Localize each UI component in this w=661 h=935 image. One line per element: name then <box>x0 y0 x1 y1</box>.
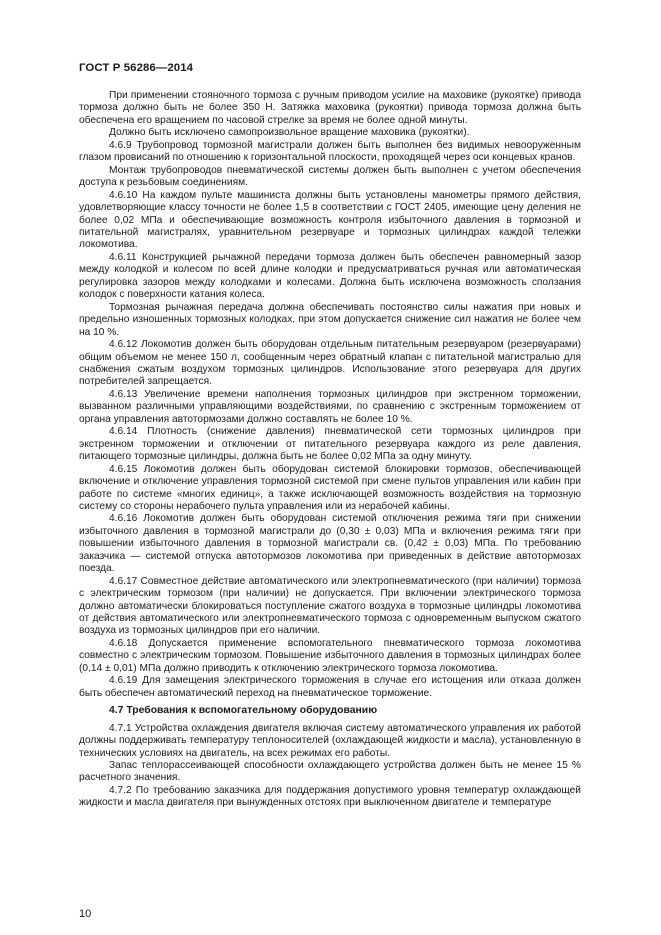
paragraph-4-6-16: 4.6.16 Локомотив должен быть оборудован системой отключения режима тяги при снижении избыточного давления в тормозной магистрали до (0,30 ± 0,03) МПа и включения режима тяги при повышении избыточного давления в тормозной магистрали св. (0,42 ± 0,03) МПа. По требованию заказчика — системой отпуска автотормозов локомотива при приведенных в действие автотормозах поезда. <box>79 513 581 575</box>
standard-header: ГОСТ Р 56286—2014 <box>79 62 194 74</box>
paragraph-4-6-10: 4.6.10 На каждом пульте машиниста должны быть установлены манометры прямого действия, удовлетворяющие классу точности не более 1,5 в соответствии с ГОСТ 2405, имеющие цену деления не более 0,02 МПа и обеспечивающие возможность контроля избыточного давления в тормозной и питательной магистралях, уравнительном резервуаре и тормозных цилиндрах каждой тележки локомотива. <box>79 189 581 251</box>
paragraph-4-7-2: 4.7.2 По требованию заказчика для поддержания допустимого уровня температур охлаждающей жидкости и масла двигателя при вынужденных отстоях при выключенном двигателе и температуре <box>79 784 581 809</box>
page-number: 10 <box>79 908 92 920</box>
paragraph-4-7-1: 4.7.1 Устройства охлаждения двигателя включая систему автоматического управления их работой должны поддерживать температуру теплоносителей (охлаждающей жидкости и масла), установленную в технических условиях на двигатель, на всех режимах его работы. <box>79 722 581 759</box>
paragraph-4-6-11: 4.6.11 Конструкцией рычажной передачи тормоза должен быть обеспечен равномерный зазор между колодкой и колесом по всей длине колодки и предусматриваться ручная или автоматическая регулировка зазоров между колодками и колесами. Должна быть исключена возможность сползания колодок с поверхности катания колеса. <box>79 251 581 301</box>
paragraph-lever-transmission: Тормозная рычажная передача должна обеспечивать постоянство силы нажатия при новых и предельно изношенных тормозных колодках, при этом допускается снижение сил нажатия не более чем на 10 %. <box>79 301 581 338</box>
paragraph-self-rotation: Должно быть исключено самопроизвольное вращение маховика (рукоятки). <box>109 127 470 139</box>
paragraph-heat-reserve: Запас теплорассеивающей способности охлаждающего устройства должен быть не менее 15 % расчетного значения. <box>79 760 581 784</box>
paragraph-4-6-18: 4.6.18 Допускается применение вспомогательного пневматического тормоза локомотива совместно с электрическим тормозом. Повышение избыточного давления в тормозных цилиндрах более (0,14 ± 0,01) МПа должно приводить к отключению электрического тормоза локомотива. <box>79 637 581 674</box>
section-heading: 4.7 Требования к вспомогательному оборудованию <box>109 705 378 717</box>
paragraph-4-6-19: 4.6.19 Для замещения электрического торможения в случае его истощения или отказа должен быть обеспечен автоматический переход на пневматическое торможение. <box>79 675 581 699</box>
paragraph-4-6-12: 4.6.12 Локомотив должен быть оборудован отдельным питательным резервуаром (резервуарами) общим объемом не менее 150 л, сообщенным через обратный клапан с питательной магистралью для снабжения сжатым воздухом тормозных цилиндров. Использование этого резервуара для других потребителей запрещается. <box>79 339 581 388</box>
document-body <box>79 90 581 810</box>
paragraph-4-6-9: 4.6.9 Трубопровод тормозной магистрали должен быть выполнен без видимых невооруженным глазом провисаний по отношению к горизонтальной плоскости, проходящей через оси концевых кранов. <box>79 139 581 164</box>
paragraph-pipe-mounting: Монтаж трубопроводов пневматической системы должен быть выполнен с учетом обеспечения доступа к резьбовым соединениям. <box>79 164 581 189</box>
paragraph-4-6-13: 4.6.13 Увеличение времени наполнения тормозных цилиндров при экстренном торможении, вызванном различными управляющими воздействиями, по сравнению с экстренным торможением от органа управления автотормозами должно составлять не более 10 %. <box>79 388 581 425</box>
paragraph-4-6-17: 4.6.17 Совместное действие автоматического или электропневматического (при наличии) тормоза с электрическим тормозом (при наличии) не допускается. При включении электрического тормоза должно автоматически блокироваться поступление сжатого воздуха в тормозные цилиндры локомотива от действия автоматического или электропневматического тормоза с одновременным выпуском сжатого воздуха из тормозных цилиндров при его наличии. <box>79 575 581 637</box>
paragraph-4-6-14: 4.6.14 Плотность (снижение давления) пневматической сети тормозных цилиндров при экстренном торможении и отключении от питательного резервуара каждого из реле давления, питающего тормозные цилиндры, должна быть не более 0,02 МПа за одну минуту. <box>79 426 581 463</box>
paragraph-brake-handwheel: При применении стояночного тормоза с ручным приводом усилие на маховике (рукоятке) привода тормоза должно быть не более 350 Н. Затяжка маховика (рукоятки) привода тормоза должна быть обеспечена его вращением по часовой стрелке за время не более одной минуты. <box>79 90 581 126</box>
paragraph-4-6-15: 4.6.15 Локомотив должен быть оборудован системой блокировки тормозов, обеспечивающей включение и отключение управления тормозной системой при смене пультов управления или кабин при работе по системе «многих единиц», а также исключающей возможность воздействия на тормозную систему со стороны нерабочего пульта управления или из нерабочей кабины. <box>79 463 581 512</box>
